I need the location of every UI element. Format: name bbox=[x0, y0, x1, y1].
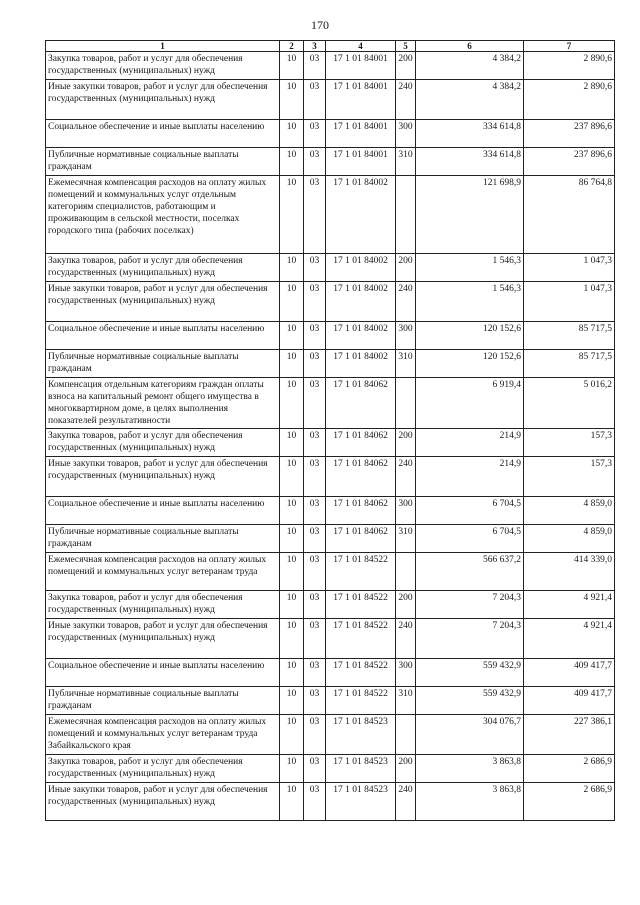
table-row bbox=[46, 715, 615, 755]
amount-col7-cell: 5 016,2 bbox=[524, 378, 615, 429]
amount-col6-cell: 334 614,8 bbox=[416, 120, 524, 148]
amount-col7-cell: 1 047,3 bbox=[524, 282, 615, 322]
expense-type-cell: 200 bbox=[396, 591, 416, 619]
target-article-cell: 17 1 01 84522 bbox=[326, 553, 396, 591]
section-cell: 10 bbox=[280, 591, 304, 619]
subsection-cell: 03 bbox=[304, 176, 326, 254]
target-article-cell: 17 1 01 84522 bbox=[326, 659, 396, 687]
expense-type-cell: 310 bbox=[396, 148, 416, 176]
amount-col6-cell: 3 863,8 bbox=[416, 755, 524, 783]
subsection-cell: 03 bbox=[304, 687, 326, 715]
row-name-cell: Закупка товаров, работ и услуг для обеспечения государственных (муниципальных) нужд bbox=[46, 429, 280, 457]
target-article-cell: 17 1 01 84062 bbox=[326, 525, 396, 553]
subsection-cell: 03 bbox=[304, 553, 326, 591]
target-article-cell: 17 1 01 84523 bbox=[326, 715, 396, 755]
section-cell: 10 bbox=[280, 525, 304, 553]
amount-col6-cell: 1 546,3 bbox=[416, 254, 524, 282]
expense-type-cell bbox=[396, 553, 416, 591]
column-header: 4 bbox=[326, 41, 396, 52]
subsection-cell: 03 bbox=[304, 52, 326, 80]
amount-col7-cell: 2 686,9 bbox=[524, 783, 615, 821]
expense-type-cell: 240 bbox=[396, 783, 416, 821]
section-cell: 10 bbox=[280, 282, 304, 322]
section-cell: 10 bbox=[280, 120, 304, 148]
section-cell: 10 bbox=[280, 619, 304, 659]
row-name-cell: Публичные нормативные социальные выплаты гражданам bbox=[46, 687, 280, 715]
target-article-cell: 17 1 01 84002 bbox=[326, 282, 396, 322]
row-name-cell: Иные закупки товаров, работ и услуг для обеспечения государственных (муниципальных) нужд bbox=[46, 282, 280, 322]
expense-type-cell: 200 bbox=[396, 52, 416, 80]
target-article-cell: 17 1 01 84001 bbox=[326, 148, 396, 176]
amount-col7-cell: 409 417,7 bbox=[524, 687, 615, 715]
amount-col6-cell: 120 152,6 bbox=[416, 350, 524, 378]
row-name-cell: Иные закупки товаров, работ и услуг для обеспечения государственных (муниципальных) нужд bbox=[46, 619, 280, 659]
amount-col7-cell: 4 921,4 bbox=[524, 619, 615, 659]
target-article-cell: 17 1 01 84522 bbox=[326, 591, 396, 619]
table-row bbox=[46, 429, 615, 457]
row-name-cell: Ежемесячная компенсация расходов на оплату жилых помещений и коммунальных услуг ветеранам труда bbox=[46, 553, 280, 591]
target-article-cell: 17 1 01 84002 bbox=[326, 176, 396, 254]
target-article-cell: 17 1 01 84002 bbox=[326, 350, 396, 378]
table-row bbox=[46, 148, 615, 176]
row-name-cell: Закупка товаров, работ и услуг для обеспечения государственных (муниципальных) нужд bbox=[46, 254, 280, 282]
expense-type-cell bbox=[396, 378, 416, 429]
amount-col7-cell: 85 717,5 bbox=[524, 322, 615, 350]
target-article-cell: 17 1 01 84001 bbox=[326, 80, 396, 120]
row-name-cell: Социальное обеспечение и иные выплаты населению bbox=[46, 659, 280, 687]
expense-type-cell: 300 bbox=[396, 322, 416, 350]
column-header: 7 bbox=[524, 41, 615, 52]
subsection-cell: 03 bbox=[304, 525, 326, 553]
expense-type-cell: 300 bbox=[396, 497, 416, 525]
section-cell: 10 bbox=[280, 378, 304, 429]
subsection-cell: 03 bbox=[304, 148, 326, 176]
section-cell: 10 bbox=[280, 176, 304, 254]
target-article-cell: 17 1 01 84002 bbox=[326, 322, 396, 350]
target-article-cell: 17 1 01 84002 bbox=[326, 254, 396, 282]
section-cell: 10 bbox=[280, 457, 304, 497]
target-article-cell: 17 1 01 84062 bbox=[326, 457, 396, 497]
target-article-cell: 17 1 01 84001 bbox=[326, 52, 396, 80]
expense-type-cell: 310 bbox=[396, 350, 416, 378]
section-cell: 10 bbox=[280, 52, 304, 80]
section-cell: 10 bbox=[280, 322, 304, 350]
table-row bbox=[46, 619, 615, 659]
table-row bbox=[46, 52, 615, 80]
target-article-cell: 17 1 01 84523 bbox=[326, 755, 396, 783]
amount-col7-cell: 1 047,3 bbox=[524, 254, 615, 282]
amount-col6-cell: 4 384,2 bbox=[416, 52, 524, 80]
row-name-cell: Ежемесячная компенсация расходов на оплату жилых помещений и коммунальных услуг отдельным категориям специалистов, работающим и проживающим в сельской местности, поселках городского типа (рабочих поселках) bbox=[46, 176, 280, 254]
amount-col6-cell: 121 698,9 bbox=[416, 176, 524, 254]
section-cell: 10 bbox=[280, 659, 304, 687]
amount-col7-cell: 414 339,0 bbox=[524, 553, 615, 591]
section-cell: 10 bbox=[280, 783, 304, 821]
row-name-cell: Публичные нормативные социальные выплаты гражданам bbox=[46, 350, 280, 378]
target-article-cell: 17 1 01 84062 bbox=[326, 378, 396, 429]
expense-type-cell bbox=[396, 176, 416, 254]
table-row bbox=[46, 687, 615, 715]
subsection-cell: 03 bbox=[304, 755, 326, 783]
amount-col6-cell: 334 614,8 bbox=[416, 148, 524, 176]
column-header: 2 bbox=[280, 41, 304, 52]
amount-col6-cell: 559 432,9 bbox=[416, 659, 524, 687]
amount-col7-cell: 237 896,6 bbox=[524, 148, 615, 176]
table-header-row bbox=[46, 41, 615, 52]
subsection-cell: 03 bbox=[304, 378, 326, 429]
amount-col6-cell: 214,9 bbox=[416, 457, 524, 497]
amount-col6-cell: 559 432,9 bbox=[416, 687, 524, 715]
row-name-cell: Компенсация отдельным категориям граждан оплаты взноса на капитальный ремонт общего имущества в многоквартирном доме, в целях выполнения показателей результативности bbox=[46, 378, 280, 429]
section-cell: 10 bbox=[280, 429, 304, 457]
section-cell: 10 bbox=[280, 80, 304, 120]
amount-col7-cell: 4 859,0 bbox=[524, 497, 615, 525]
target-article-cell: 17 1 01 84001 bbox=[326, 120, 396, 148]
row-name-cell: Закупка товаров, работ и услуг для обеспечения государственных (муниципальных) нужд bbox=[46, 755, 280, 783]
target-article-cell: 17 1 01 84062 bbox=[326, 429, 396, 457]
column-header: 5 bbox=[396, 41, 416, 52]
subsection-cell: 03 bbox=[304, 457, 326, 497]
section-cell: 10 bbox=[280, 254, 304, 282]
amount-col6-cell: 3 863,8 bbox=[416, 783, 524, 821]
budget-table bbox=[45, 40, 615, 821]
section-cell: 10 bbox=[280, 350, 304, 378]
table-row bbox=[46, 322, 615, 350]
section-cell: 10 bbox=[280, 715, 304, 755]
table-row bbox=[46, 350, 615, 378]
column-header: 6 bbox=[416, 41, 524, 52]
amount-col6-cell: 4 384,2 bbox=[416, 80, 524, 120]
row-name-cell: Социальное обеспечение и иные выплаты населению bbox=[46, 497, 280, 525]
section-cell: 10 bbox=[280, 755, 304, 783]
table-row bbox=[46, 80, 615, 120]
table-row bbox=[46, 282, 615, 322]
amount-col7-cell: 157,3 bbox=[524, 429, 615, 457]
expense-type-cell bbox=[396, 715, 416, 755]
subsection-cell: 03 bbox=[304, 254, 326, 282]
section-cell: 10 bbox=[280, 497, 304, 525]
subsection-cell: 03 bbox=[304, 120, 326, 148]
row-name-cell: Иные закупки товаров, работ и услуг для обеспечения государственных (муниципальных) нужд bbox=[46, 457, 280, 497]
row-name-cell: Иные закупки товаров, работ и услуг для обеспечения государственных (муниципальных) нужд bbox=[46, 80, 280, 120]
amount-col7-cell: 2 686,9 bbox=[524, 755, 615, 783]
table-row bbox=[46, 591, 615, 619]
row-name-cell: Публичные нормативные социальные выплаты гражданам bbox=[46, 148, 280, 176]
row-name-cell: Закупка товаров, работ и услуг для обеспечения государственных (муниципальных) нужд bbox=[46, 52, 280, 80]
expense-type-cell: 200 bbox=[396, 254, 416, 282]
amount-col7-cell: 227 386,1 bbox=[524, 715, 615, 755]
subsection-cell: 03 bbox=[304, 322, 326, 350]
expense-type-cell: 200 bbox=[396, 755, 416, 783]
expense-type-cell: 310 bbox=[396, 525, 416, 553]
amount-col7-cell: 4 859,0 bbox=[524, 525, 615, 553]
row-name-cell: Публичные нормативные социальные выплаты гражданам bbox=[46, 525, 280, 553]
subsection-cell: 03 bbox=[304, 429, 326, 457]
row-name-cell: Социальное обеспечение и иные выплаты населению bbox=[46, 120, 280, 148]
row-name-cell: Социальное обеспечение и иные выплаты населению bbox=[46, 322, 280, 350]
amount-col7-cell: 2 890,6 bbox=[524, 52, 615, 80]
table-row bbox=[46, 783, 615, 821]
subsection-cell: 03 bbox=[304, 591, 326, 619]
table-row bbox=[46, 120, 615, 148]
amount-col7-cell: 86 764,8 bbox=[524, 176, 615, 254]
amount-col7-cell: 157,3 bbox=[524, 457, 615, 497]
amount-col7-cell: 85 717,5 bbox=[524, 350, 615, 378]
subsection-cell: 03 bbox=[304, 783, 326, 821]
row-name-cell: Иные закупки товаров, работ и услуг для обеспечения государственных (муниципальных) нужд bbox=[46, 783, 280, 821]
expense-type-cell: 300 bbox=[396, 120, 416, 148]
amount-col6-cell: 6 704,5 bbox=[416, 525, 524, 553]
table-row bbox=[46, 254, 615, 282]
subsection-cell: 03 bbox=[304, 282, 326, 322]
expense-type-cell: 240 bbox=[396, 619, 416, 659]
amount-col6-cell: 6 704,5 bbox=[416, 497, 524, 525]
expense-type-cell: 240 bbox=[396, 457, 416, 497]
target-article-cell: 17 1 01 84062 bbox=[326, 497, 396, 525]
expense-type-cell: 240 bbox=[396, 282, 416, 322]
amount-col7-cell: 2 890,6 bbox=[524, 80, 615, 120]
page-number: 170 bbox=[311, 18, 329, 32]
row-name-cell: Закупка товаров, работ и услуг для обеспечения государственных (муниципальных) нужд bbox=[46, 591, 280, 619]
target-article-cell: 17 1 01 84523 bbox=[326, 783, 396, 821]
table-row bbox=[46, 497, 615, 525]
target-article-cell: 17 1 01 84522 bbox=[326, 619, 396, 659]
amount-col7-cell: 237 896,6 bbox=[524, 120, 615, 148]
table-row bbox=[46, 525, 615, 553]
column-header: 1 bbox=[46, 41, 280, 52]
amount-col6-cell: 566 637,2 bbox=[416, 553, 524, 591]
amount-col6-cell: 7 204,3 bbox=[416, 591, 524, 619]
table-row bbox=[46, 755, 615, 783]
expense-type-cell: 300 bbox=[396, 659, 416, 687]
amount-col6-cell: 7 204,3 bbox=[416, 619, 524, 659]
section-cell: 10 bbox=[280, 687, 304, 715]
subsection-cell: 03 bbox=[304, 497, 326, 525]
amount-col7-cell: 4 921,4 bbox=[524, 591, 615, 619]
subsection-cell: 03 bbox=[304, 659, 326, 687]
section-cell: 10 bbox=[280, 148, 304, 176]
target-article-cell: 17 1 01 84522 bbox=[326, 687, 396, 715]
table-row bbox=[46, 553, 615, 591]
subsection-cell: 03 bbox=[304, 715, 326, 755]
column-header: 3 bbox=[304, 41, 326, 52]
expense-type-cell: 200 bbox=[396, 429, 416, 457]
subsection-cell: 03 bbox=[304, 619, 326, 659]
subsection-cell: 03 bbox=[304, 350, 326, 378]
amount-col6-cell: 304 076,7 bbox=[416, 715, 524, 755]
amount-col6-cell: 1 546,3 bbox=[416, 282, 524, 322]
amount-col6-cell: 6 919,4 bbox=[416, 378, 524, 429]
table-row bbox=[46, 659, 615, 687]
table-row bbox=[46, 457, 615, 497]
table-row bbox=[46, 176, 615, 254]
section-cell: 10 bbox=[280, 553, 304, 591]
amount-col6-cell: 214,9 bbox=[416, 429, 524, 457]
expense-type-cell: 310 bbox=[396, 687, 416, 715]
row-name-cell: Ежемесячная компенсация расходов на оплату жилых помещений и коммунальных услуг ветеранам труда Забайкальского края bbox=[46, 715, 280, 755]
amount-col6-cell: 120 152,6 bbox=[416, 322, 524, 350]
table-row bbox=[46, 378, 615, 429]
expense-type-cell: 240 bbox=[396, 80, 416, 120]
subsection-cell: 03 bbox=[304, 80, 326, 120]
amount-col7-cell: 409 417,7 bbox=[524, 659, 615, 687]
